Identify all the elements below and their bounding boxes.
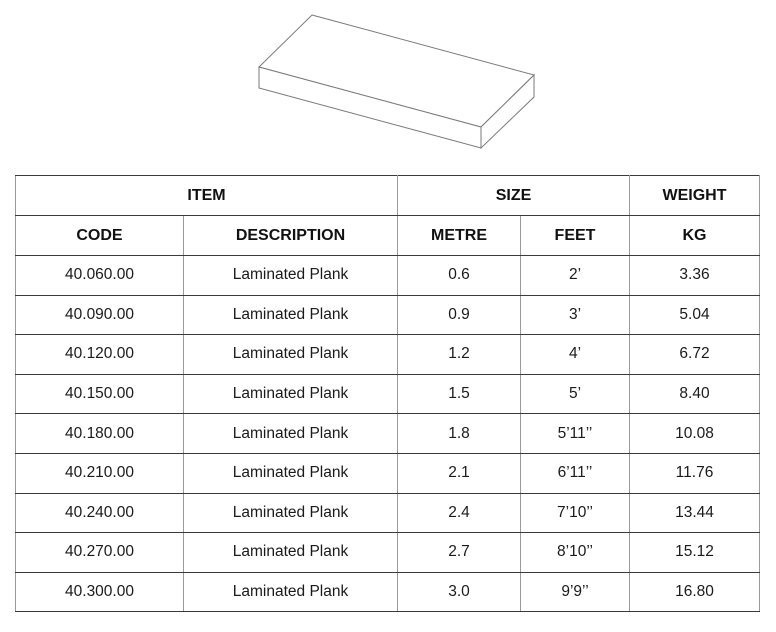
column-header-row (16, 216, 760, 256)
cell-description: Laminated Plank (184, 572, 398, 612)
group-header-size: SIZE (398, 176, 630, 216)
table-row (16, 493, 760, 533)
table-row (16, 414, 760, 454)
cell-code: 40.060.00 (16, 256, 184, 296)
cell-feet: 5’11’’ (521, 414, 630, 454)
cell-kg: 15.12 (630, 533, 760, 573)
cell-description: Laminated Plank (184, 493, 398, 533)
cell-kg: 6.72 (630, 335, 760, 375)
cell-kg: 10.08 (630, 414, 760, 454)
column-header-metre: METRE (398, 216, 521, 256)
cell-feet: 3’ (521, 295, 630, 335)
cell-description: Laminated Plank (184, 414, 398, 454)
cell-kg: 11.76 (630, 453, 760, 493)
table-row (16, 335, 760, 375)
column-header-feet: FEET (521, 216, 630, 256)
cell-metre: 2.4 (398, 493, 521, 533)
cell-metre: 2.1 (398, 453, 521, 493)
column-header-kg: KG (630, 216, 760, 256)
cell-metre: 1.2 (398, 335, 521, 375)
cell-description: Laminated Plank (184, 374, 398, 414)
cell-metre: 1.5 (398, 374, 521, 414)
cell-code: 40.300.00 (16, 572, 184, 612)
cell-code: 40.150.00 (16, 374, 184, 414)
cell-code: 40.240.00 (16, 493, 184, 533)
cell-feet: 2’ (521, 256, 630, 296)
cell-code: 40.120.00 (16, 335, 184, 375)
cell-kg: 16.80 (630, 572, 760, 612)
group-header-weight: WEIGHT (630, 176, 760, 216)
product-spec-table (15, 175, 760, 612)
cell-feet: 7’10’’ (521, 493, 630, 533)
cell-code: 40.210.00 (16, 453, 184, 493)
cell-metre: 2.7 (398, 533, 521, 573)
table-row (16, 572, 760, 612)
cell-metre: 0.9 (398, 295, 521, 335)
table-row (16, 453, 760, 493)
cell-feet: 8’10’’ (521, 533, 630, 573)
plank-isometric-icon (259, 15, 534, 148)
group-header-row (16, 176, 760, 216)
plank-drawing (0, 0, 776, 170)
cell-metre: 0.6 (398, 256, 521, 296)
column-header-description: DESCRIPTION (184, 216, 398, 256)
cell-description: Laminated Plank (184, 256, 398, 296)
table-row (16, 295, 760, 335)
cell-feet: 5’ (521, 374, 630, 414)
cell-code: 40.270.00 (16, 533, 184, 573)
table-row (16, 374, 760, 414)
cell-kg: 5.04 (630, 295, 760, 335)
cell-feet: 4’ (521, 335, 630, 375)
cell-description: Laminated Plank (184, 533, 398, 573)
cell-description: Laminated Plank (184, 295, 398, 335)
cell-kg: 8.40 (630, 374, 760, 414)
cell-kg: 3.36 (630, 256, 760, 296)
cell-kg: 13.44 (630, 493, 760, 533)
column-header-code: CODE (16, 216, 184, 256)
cell-metre: 3.0 (398, 572, 521, 612)
cell-code: 40.090.00 (16, 295, 184, 335)
table-body (16, 256, 760, 612)
cell-code: 40.180.00 (16, 414, 184, 454)
table-row (16, 533, 760, 573)
cell-feet: 9’9’’ (521, 572, 630, 612)
cell-metre: 1.8 (398, 414, 521, 454)
cell-feet: 6’11’’ (521, 453, 630, 493)
table-row (16, 256, 760, 296)
cell-description: Laminated Plank (184, 335, 398, 375)
group-header-item: ITEM (16, 176, 398, 216)
cell-description: Laminated Plank (184, 453, 398, 493)
